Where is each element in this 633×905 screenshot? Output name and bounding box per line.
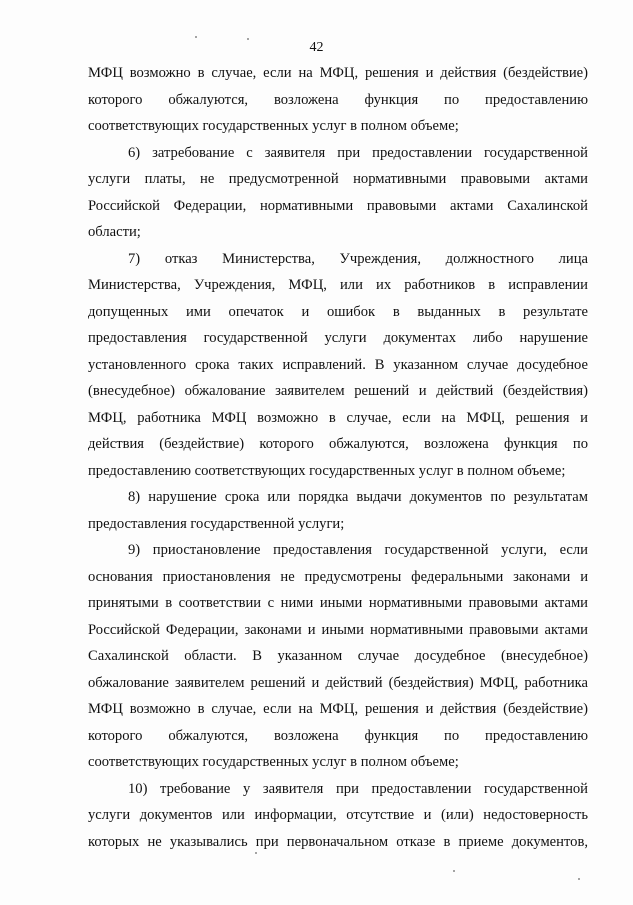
text-line: основания приостановления не предусмотрены федеральными законами и xyxy=(88,568,588,585)
text-line: которого обжалуются, возложена функция по предоставлению xyxy=(88,727,588,744)
text-line: МФЦ возможно в случае, если на МФЦ, решения и действия (бездействие) xyxy=(88,701,588,717)
text-line: соответствующих государственных услуг в полном объеме; xyxy=(88,118,459,134)
text-line: 6) затребование с заявителя при предоставлении государственной xyxy=(128,144,588,161)
text-line: действия (бездействие) которого обжалуются, возложена функция по xyxy=(88,436,588,452)
text-line: 7) отказ Министерства, Учреждения, должностного лица xyxy=(128,250,588,267)
text-line: предоставления государственной услуги документах либо нарушение xyxy=(88,330,588,346)
page-number: 42 xyxy=(309,40,324,55)
text-line: Министерства, Учреждения, МФЦ, или их работников в исправлении xyxy=(88,277,588,293)
text-line: которого обжалуются, возложена функция по предоставлению xyxy=(88,91,588,108)
text-line: Российской Федерации, нормативными правовыми актами Сахалинской xyxy=(88,197,588,214)
text-line: услуги документов или информации, отсутствие и (или) недостоверность xyxy=(88,807,588,823)
document-body xyxy=(88,60,588,855)
scan-speck xyxy=(195,36,197,38)
scan-speck xyxy=(255,852,257,854)
text-line: предоставления государственной услуги; xyxy=(88,515,345,532)
text-line: области; xyxy=(88,224,141,240)
text-line: 8) нарушение срока или порядка выдачи документов по результатам xyxy=(128,489,588,505)
text-line: предоставлению соответствующих государственных услуг в полном объеме; xyxy=(88,462,566,479)
text-line: Российской Федерации, законами и иными нормативными правовыми актами xyxy=(88,621,588,638)
scan-speck xyxy=(578,878,580,880)
text-line: установленного срока таких исправлений. В указанном случае досудебное xyxy=(88,356,588,373)
text-line: МФЦ возможно в случае, если на МФЦ, решения и действия (бездействие) xyxy=(88,65,588,81)
scan-speck xyxy=(453,870,455,872)
text-line: (внесудебное) обжалование заявителем решений и действий (бездействия) xyxy=(88,383,588,399)
text-line: 9) приостановление предоставления государственной услуги, если xyxy=(128,542,588,558)
text-line: Сахалинской области. В указанном случае досудебное (внесудебное) xyxy=(88,648,588,664)
text-line: 10) требование у заявителя при предоставлении государственной xyxy=(128,780,588,797)
text-line: услуги платы, не предусмотренной нормативными правовыми актами xyxy=(88,171,588,187)
scan-speck xyxy=(247,38,249,40)
text-line: МФЦ, работника МФЦ возможно в случае, если на МФЦ, решения и xyxy=(88,409,588,426)
text-line: обжалование заявителем решений и действий (бездействия) МФЦ, работника xyxy=(88,674,588,691)
text-line: которых не указывались при первоначальном отказе в приеме документов, xyxy=(88,833,588,850)
text-line: принятыми в соответствии с ними иными нормативными правовыми актами xyxy=(88,595,588,611)
text-line: допущенных ими опечаток и ошибок в выданных в результате xyxy=(88,303,588,320)
text-line: соответствующих государственных услуг в полном объеме; xyxy=(88,754,459,770)
